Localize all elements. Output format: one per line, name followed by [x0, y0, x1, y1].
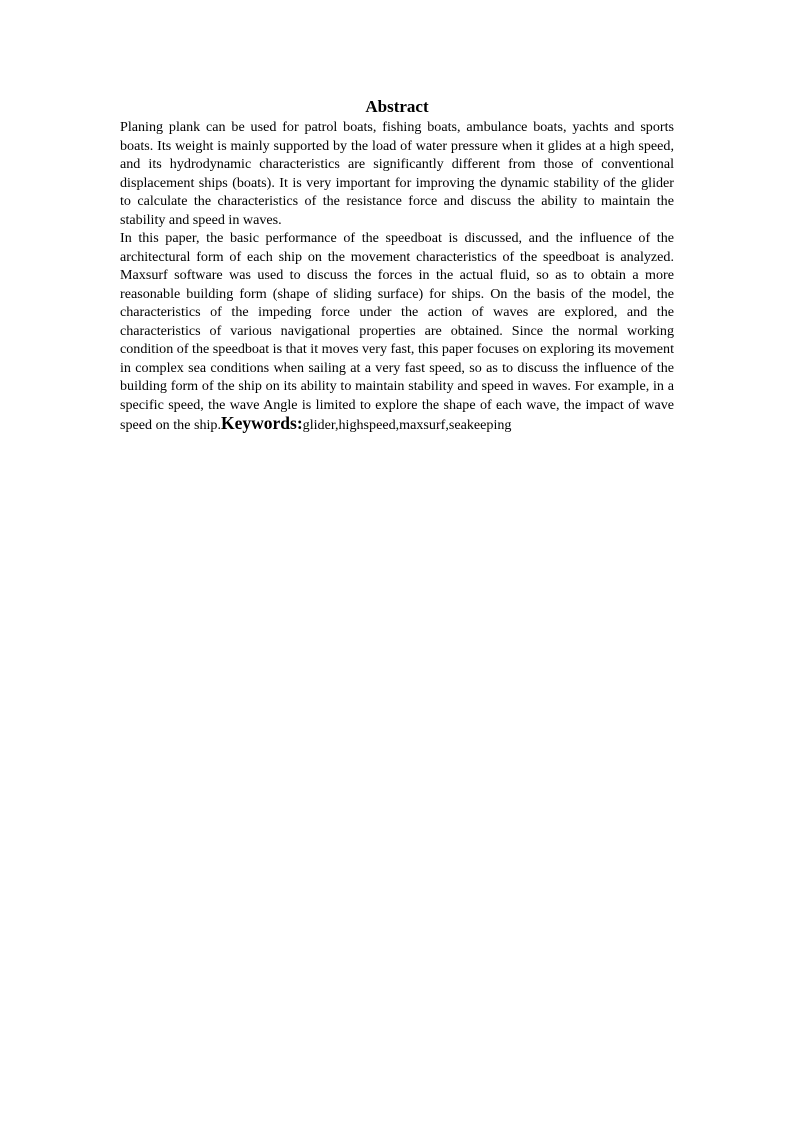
abstract-page — [120, 96, 674, 435]
abstract-title: Abstract — [365, 97, 429, 116]
keywords-list: glider,highspeed,maxsurf,seakeeping — [302, 417, 512, 433]
keywords-label: Keywords: — [221, 413, 303, 433]
abstract-paragraph-2-text: In this paper, the basic performance of the speedboat is discussed, and the influence of the architectural form of each ship on the movement characteristics of the speedboat is analyzed. Maxsurf software was used to discuss the forces in the actual fluid, so as to obtain a more reasonable building form (shape of sliding surface) for ships. On the basis of the model, the characteristics of the impeding force under the action of waves are explored, and the characteristics of various navigational properties are obtained. Since the normal working condition of the speedboat is that it moves very fast, this paper focuses on exploring its movement in complex sea conditions when sailing at a very fast speed, so as to discuss the influence of the building form of the ship on its ability to maintain stability and speed in waves. For example, in a specific speed, the wave Angle is limited to explore the shape of each wave, the impact of wave speed on the ship. — [120, 230, 674, 433]
abstract-paragraph-2 — [120, 229, 674, 435]
abstract-paragraph-1: Planing plank can be used for patrol boats, fishing boats, ambulance boats, yachts and sports boats. Its weight is mainly supported by the load of water pressure when it glides at a high speed, and its hydrodynamic characteristics are significantly different from those of conventional displacement ships (boats). It is very important for improving the dynamic stability of the glider to calculate the characteristics of the resistance force and discuss the ability to maintain the stability and speed in waves. — [120, 119, 674, 228]
